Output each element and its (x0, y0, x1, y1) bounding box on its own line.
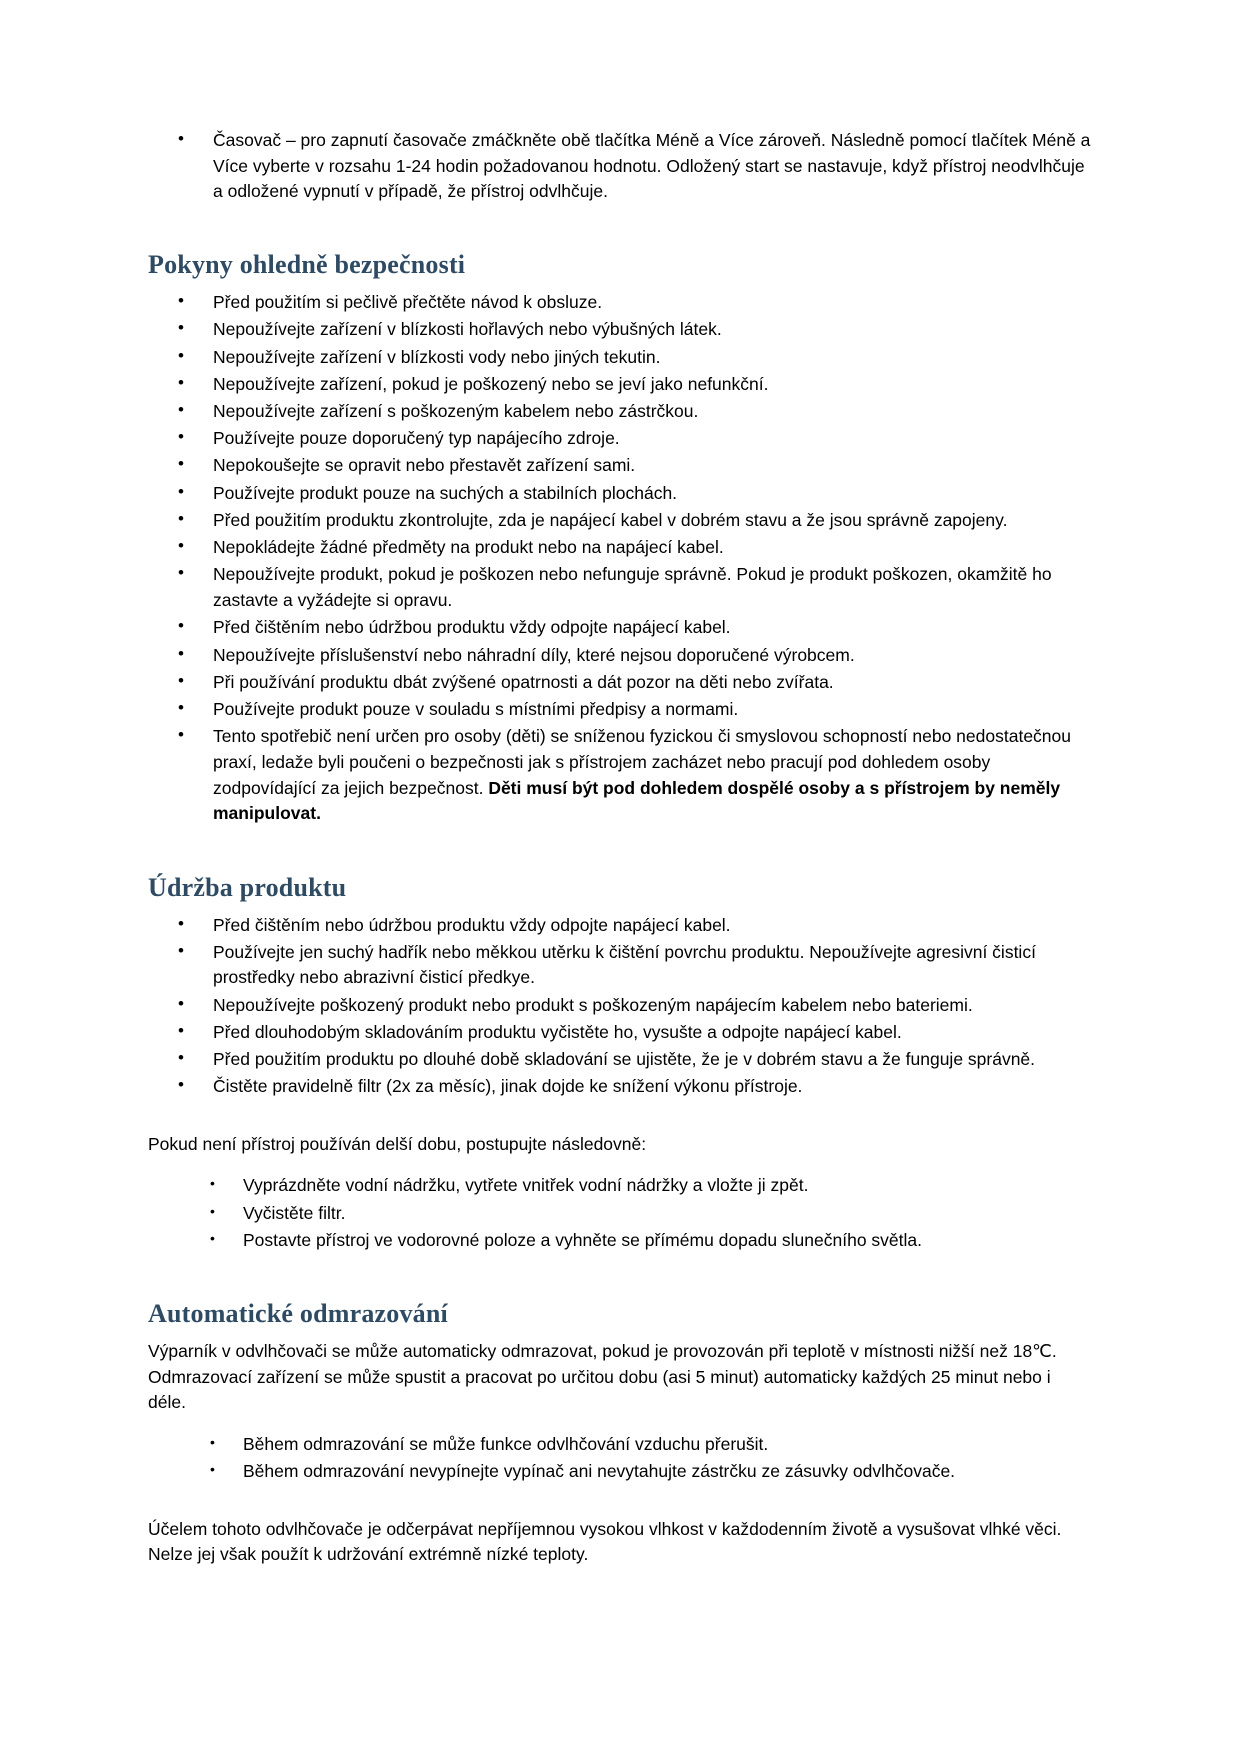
defrost-paragraph: Výparník v odvlhčovači se může automaticky odmrazovat, pokud je provozován při teplotě v místnosti nižší než 18℃. Odmrazovací zařízení se může spustit a pracovat po určitou dobu (asi 5 minut) automaticky každých 25 minut nebo i déle. (148, 1340, 1057, 1413)
list-item: • Před použitím produktu po dlouhé době skladování se ujistěte, že je v dobrém stavu a že funguje správně. (148, 1047, 1093, 1073)
section-title-safety: Pokyny ohledně bezpečnosti (148, 250, 466, 280)
warning-text-bold: Děti musí být pod dohledem dospělé osoby a s přístrojem by neměly manipulovat. (213, 777, 1061, 824)
list-item: • Při používání produktu dbát zvýšené opatrnosti a dát pozor na děti nebo zvířata. (148, 670, 1093, 696)
spacer (148, 1487, 1093, 1517)
spacer (148, 829, 1093, 873)
warning-text-plain: Tento spotřebič není určen pro osoby (děti) se sníženou fyzickou či smyslovou schopností nebo nedostatečnou praxí, ledaže byli poučeni o bezpečnosti jak s přístrojem zacházet nebo pracují pod dohledem osoby zodpovídající za jejich bezpečnost. (213, 726, 1071, 798)
list-item: • Před použitím si pečlivě přečtěte návod k obsluze. (148, 290, 1093, 316)
defrost-closing-paragraph: Účelem tohoto odvlhčovače je odčerpávat nepříjemnou vysokou vlhkost v každodenním životě a vysušovat vlhké věci. Nelze jej však použít k udržování extrémně nízké teploty. (148, 1518, 1062, 1565)
spacer (148, 1416, 1093, 1432)
list-item: • Před čištěním nebo údržbou produktu vždy odpojte napájecí kabel. (148, 913, 1093, 939)
list-item: • Používejte pouze doporučený typ napájecího zdroje. (148, 426, 1093, 452)
list-item: • Časovač – pro zapnutí časovače zmáčkněte obě tlačítka Méně a Více zároveň. Následně pomocí tlačítek Méně a Více vyberte v rozsahu 1-24 hodin požadovanou hodnotu. Odložený start se nastavuje, když přístroj neodvlhčuje a odložené vypnutí v případě, že přístroj odvlhčuje. (148, 128, 1093, 205)
spacer (148, 1157, 1093, 1173)
list-item: • Vyprázdněte vodní nádržku, vytřete vnitřek vodní nádržky a vložte ji zpět. (148, 1173, 1093, 1199)
section-title-maintenance: Údržba produktu (148, 872, 347, 902)
maintenance-sub-list (148, 1173, 1093, 1253)
spacer (148, 1102, 1093, 1132)
spacer (148, 1255, 1093, 1299)
list-item: • Nepoužívejte produkt, pokud je poškozen nebo nefunguje správně. Pokud je produkt poškozen, okamžitě ho zastavte a vyžádejte si opravu. (148, 562, 1093, 613)
maintenance-note: Pokud není přístroj používán delší dobu, postupujte následovně: (148, 1133, 647, 1154)
list-item: • Používejte produkt pouze v souladu s místními předpisy a normami. (148, 697, 1093, 723)
list-item: • Nepoužívejte poškozený produkt nebo produkt s poškozeným napájecím kabelem nebo bateriemi. (148, 993, 1093, 1019)
list-item: • Během odmrazování se může funkce odvlhčování vzduchu přerušit. (148, 1432, 1093, 1458)
list-item: • Postavte přístroj ve vodorovné poloze a vyhněte se přímému dopadu slunečního světla. (148, 1228, 1093, 1254)
list-item: • Nepoužívejte zařízení, pokud je poškozený nebo se jeví jako nefunkční. (148, 372, 1093, 398)
section-title-defrost: Automatické odmrazování (148, 1298, 448, 1328)
defrost-sub-list (148, 1432, 1093, 1485)
list-item: • Čistěte pravidelně filtr (2x za měsíc), jinak dojde ke snížení výkonu přístroje. (148, 1074, 1093, 1100)
list-item: • Nepoužívejte zařízení v blízkosti hořlavých nebo výbušných látek. (148, 317, 1093, 343)
safety-list (148, 290, 1093, 827)
list-item: • Před dlouhodobým skladováním produktu vyčistěte ho, vysušte a odpojte napájecí kabel. (148, 1020, 1093, 1046)
list-item: • Používejte produkt pouze na suchých a stabilních plochách. (148, 481, 1093, 507)
list-item: • Nepoužívejte příslušenství nebo náhradní díly, které nejsou doporučené výrobcem. (148, 643, 1093, 669)
list-item: • Nepokoušejte se opravit nebo přestavět zařízení sami. (148, 453, 1093, 479)
list-item-children-warning (148, 724, 1093, 827)
maintenance-list (148, 913, 1093, 1101)
list-item: • Nepoužívejte zařízení s poškozeným kabelem nebo zástrčkou. (148, 399, 1093, 425)
list-item: • Během odmrazování nevypínejte vypínač ani nevytahujte zástrčku ze zásuvky odvlhčovače. (148, 1459, 1093, 1485)
list-item: • Před čištěním nebo údržbou produktu vždy odpojte napájecí kabel. (148, 615, 1093, 641)
spacer (148, 206, 1093, 250)
list-item: • Před použitím produktu zkontrolujte, zda je napájecí kabel v dobrém stavu a že jsou správně zapojeny. (148, 508, 1093, 534)
list-item: • Používejte jen suchý hadřík nebo měkkou utěrku k čištění povrchu produktu. Nepoužívejte agresivní čisticí prostředky nebo abrazivní čisticí předkye. (148, 940, 1093, 991)
list-item: • Nepoužívejte zařízení v blízkosti vody nebo jiných tekutin. (148, 345, 1093, 371)
list-item: • Nepokládejte žádné předměty na produkt nebo na napájecí kabel. (148, 535, 1093, 561)
list-item: • Vyčistěte filtr. (148, 1201, 1093, 1227)
intro-bullet-list (148, 128, 1093, 205)
